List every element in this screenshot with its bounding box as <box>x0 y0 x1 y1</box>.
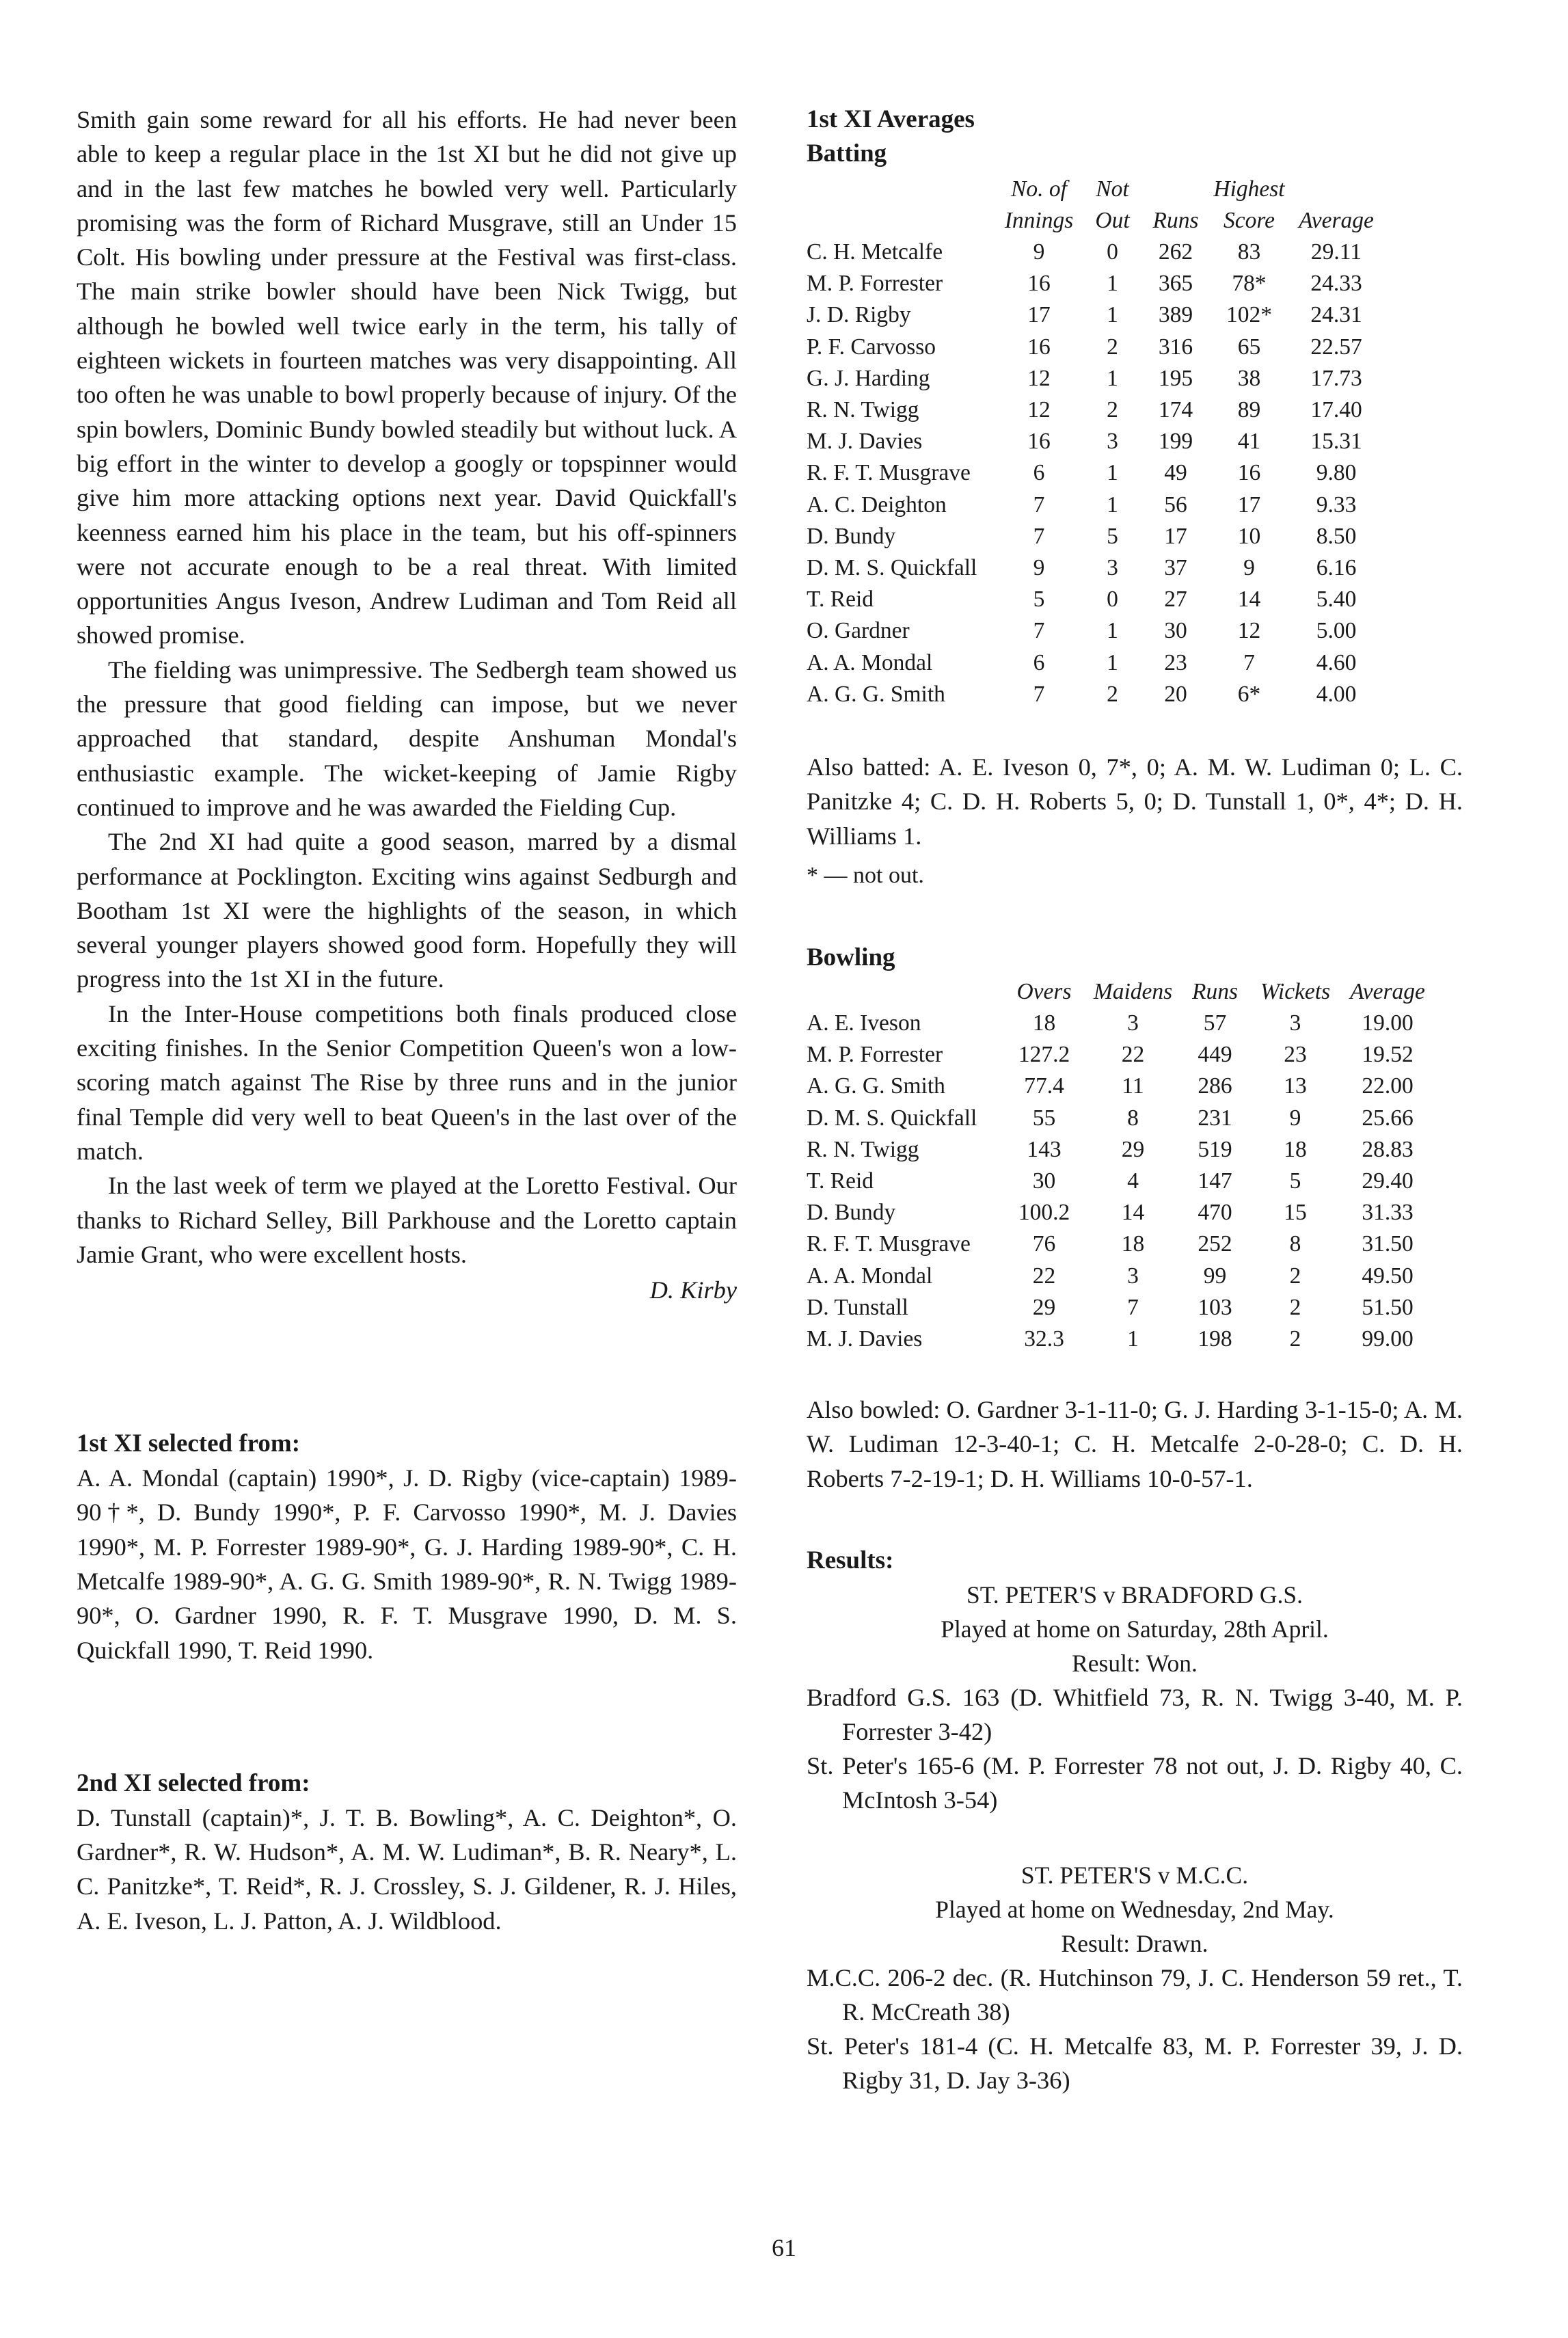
batting-heading: Batting <box>807 139 887 167</box>
innings-score: M.C.C. 206-2 dec. (R. Hutchinson 79, J. C. Henderson 59 ret., T. R. McCreath 38) <box>807 1964 1463 2026</box>
stat-cell: 2 <box>1289 1294 1301 1320</box>
bowling-table <box>807 976 1432 1355</box>
stat-cell: 22 <box>1032 1263 1056 1289</box>
column-header <box>1295 174 1377 205</box>
stat-cell: 9.33 <box>1316 492 1357 518</box>
stat-cell: 470 <box>1198 1200 1232 1226</box>
first-xi-heading: 1st XI selected from: <box>77 1429 301 1458</box>
report-paragraph: In the last week of term we played at the Loretto Festival. Our thanks to Richard Selley, Bill Parkhouse and the Loretto captain Jamie Grant, who were excellent hosts. <box>77 1172 737 1268</box>
column-header: Wickets <box>1260 978 1331 1004</box>
column-header: Average <box>1350 978 1425 1004</box>
stat-cell: 57 <box>1203 1010 1227 1036</box>
stat-cell: 8 <box>1289 1231 1301 1257</box>
report-paragraph: The fielding was unimpressive. The Sedbergh team showed us the pressure that good fielding can impose, but we never approached that standard, despite Anshuman Mondal's enthusiastic example. The wicket-keeping of Jamie Rigby continued to improve and he was awarded the Fielding Cup. <box>77 656 737 821</box>
batting-row <box>807 521 1377 552</box>
stat-cell: 8 <box>1127 1105 1139 1131</box>
bowling-rows <box>807 1008 1432 1355</box>
stat-cell: 147 <box>1198 1168 1232 1194</box>
stat-cell: 449 <box>1198 1042 1232 1068</box>
stat-cell: 8.50 <box>1316 523 1357 549</box>
match-venue: Played at home on Saturday, 28th April. <box>941 1615 1329 1643</box>
stat-cell: 1 <box>1107 618 1118 644</box>
column-header: Average <box>1299 208 1374 233</box>
match-report <box>807 1578 1463 1817</box>
page-number: 61 <box>772 2234 796 2261</box>
stat-cell: 252 <box>1198 1231 1232 1257</box>
stat-cell: 4.60 <box>1316 649 1357 675</box>
player-name-cell: D. Bundy <box>807 523 896 549</box>
player-name-cell: D. M. S. Quickfall <box>807 555 977 581</box>
stat-cell: 15.31 <box>1310 429 1362 455</box>
player-name-cell: A. G. G. Smith <box>807 681 945 707</box>
stat-cell: 29.11 <box>1310 239 1362 265</box>
stat-cell: 25.66 <box>1362 1105 1414 1131</box>
stat-cell: 29 <box>1032 1294 1056 1320</box>
stat-cell: 16 <box>1027 334 1051 360</box>
player-name-cell: R. F. T. Musgrave <box>807 1231 971 1257</box>
stat-cell: 28.83 <box>1362 1136 1414 1162</box>
batting-row <box>807 237 1377 268</box>
column-header: Highest <box>1213 176 1285 202</box>
left-column <box>77 103 737 1938</box>
stat-cell: 24.33 <box>1310 271 1362 297</box>
stat-cell: 17 <box>1164 523 1187 549</box>
stat-cell: 23 <box>1164 649 1187 675</box>
batting-row <box>807 647 1377 679</box>
stat-cell: 77.4 <box>1024 1073 1064 1099</box>
stat-cell: 49 <box>1164 460 1187 486</box>
stat-cell: 9 <box>1289 1105 1301 1131</box>
column-header: Runs <box>1152 208 1199 233</box>
bowling-row <box>807 1103 1432 1134</box>
stat-cell: 7 <box>1243 649 1255 675</box>
stat-cell: 16 <box>1237 460 1261 486</box>
stat-cell: 1 <box>1127 1326 1139 1352</box>
stat-cell: 29 <box>1121 1136 1145 1162</box>
stat-cell: 3 <box>1289 1010 1301 1036</box>
stat-cell: 41 <box>1237 429 1261 455</box>
stat-cell: 7 <box>1033 618 1045 644</box>
match-result: Result: Won. <box>1072 1650 1198 1678</box>
stat-cell: 12 <box>1027 397 1051 423</box>
player-name-cell: D. Tunstall <box>807 1294 908 1320</box>
report-paragraph: Smith gain some reward for all his efforts. He had never been able to keep a regular place in the 1st XI but he did not give up and in the last few matches he bowled very well. Particularly promising was the form of Richard Musgrave, still an Under 15 Colt. His bowling under pressure at the Festival was first-class. The main strike bowler should have been Nick Twigg, but although he bowled well twice early in the term, his tally of eighteen wickets in fourteen matches was very disappointing. All too often he was unable to bowl properly because of injury. Of the spin bowlers, Dominic Bundy bowled steadily but without luck. A big effort in the winter to develop a googly or topspinner would give him more attacking options next year. David Quickfall's keenness earned him his place in the team, but his off-spinners were not accurate enough to be a real threat. With limited opportunities Angus Iveson, Andrew Ludiman and Tom Reid all showed promise. <box>77 106 737 649</box>
stat-cell: 6 <box>1033 649 1045 675</box>
stat-cell: 22.57 <box>1310 334 1362 360</box>
stat-cell: 2 <box>1107 334 1118 360</box>
stat-cell: 6.16 <box>1316 555 1357 581</box>
second-xi-list: D. Tunstall (captain)*, J. T. B. Bowling*, A. C. Deighton*, O. Gardner*, R. W. Hudson*, A. M. W. Ludiman*, B. R. Neary*, L. C. Panitzke*, T. Reid*, R. J. Crossley, S. J. Gildener, R. J. Hiles, A. E. Iveson, L. J. Patton, A. J. Wildblood. <box>77 1803 737 1935</box>
innings-score: Bradford G.S. 163 (D. Whitfield 73, R. N. Twigg 3-40, M. P. Forrester 3-42) <box>807 1684 1463 1746</box>
stat-cell: 65 <box>1237 334 1261 360</box>
player-name-cell: J. D. Rigby <box>807 302 911 328</box>
player-name-cell: M. J. Davies <box>807 1326 923 1352</box>
stat-cell: 18 <box>1284 1136 1307 1162</box>
stat-cell: 17.73 <box>1310 365 1362 391</box>
batting-row <box>807 679 1377 710</box>
bowling-header-row <box>807 976 1432 1008</box>
batting-row <box>807 615 1377 647</box>
stat-cell: 17.40 <box>1310 397 1362 423</box>
stat-cell: 5 <box>1107 523 1118 549</box>
stat-cell: 2 <box>1289 1263 1301 1289</box>
player-name-cell: D. Bundy <box>807 1200 896 1226</box>
bowling-row <box>807 1008 1432 1039</box>
match-report <box>807 1858 1463 2097</box>
match-venue: Played at home on Wednesday, 2nd May. <box>935 1896 1334 1924</box>
column-header: Not <box>1096 176 1129 202</box>
player-name-cell: M. J. Davies <box>807 429 923 455</box>
results-heading: Results: <box>807 1546 894 1575</box>
stat-cell: 55 <box>1032 1105 1056 1131</box>
player-name-cell: M. P. Forrester <box>807 1042 943 1068</box>
player-name-cell: R. N. Twigg <box>807 1136 919 1162</box>
stat-cell: 262 <box>1158 239 1193 265</box>
stat-cell: 29.40 <box>1362 1168 1414 1194</box>
batting-rows <box>807 237 1377 710</box>
stat-cell: 102* <box>1226 302 1272 328</box>
player-name-cell: A. G. G. Smith <box>807 1073 945 1099</box>
batting-row <box>807 552 1377 584</box>
stat-cell: 38 <box>1237 365 1261 391</box>
batting-table <box>807 174 1377 710</box>
batting-row <box>807 457 1377 489</box>
stat-cell: 30 <box>1164 618 1187 644</box>
stat-cell: 22.00 <box>1362 1073 1414 1099</box>
stat-cell: 0 <box>1107 587 1118 613</box>
column-header: No. of <box>1011 176 1067 202</box>
stat-cell: 22 <box>1121 1042 1145 1068</box>
stat-cell: 1 <box>1107 492 1118 518</box>
player-name-cell: A. A. Mondal <box>807 1263 933 1289</box>
also-batted-note: Also batted: A. E. Iveson 0, 7*, 0; A. M. W. Ludiman 0; L. C. Panitzke 4; C. D. H. Roberts 5, 0; D. Tunstall 1, 0*, 4*; D. H. Williams 1. <box>807 753 1463 850</box>
stat-cell: 3 <box>1107 555 1118 581</box>
stat-cell: 18 <box>1121 1231 1145 1257</box>
column-header: Maidens <box>1093 978 1173 1004</box>
stat-cell: 30 <box>1032 1168 1056 1194</box>
batting-row <box>807 268 1377 299</box>
second-xi-heading: 2nd XI selected from: <box>77 1769 310 1797</box>
bowling-row <box>807 1228 1432 1260</box>
stat-cell: 6 <box>1033 460 1045 486</box>
match-title: ST. PETER'S v BRADFORD G.S. <box>967 1581 1303 1609</box>
stat-cell: 31.33 <box>1362 1200 1414 1226</box>
stat-cell: 2 <box>1107 681 1118 707</box>
player-name-cell: A. E. Iveson <box>807 1010 921 1036</box>
stat-cell: 83 <box>1237 239 1261 265</box>
match-title: ST. PETER'S v M.C.C. <box>1020 1862 1249 1890</box>
stat-cell: 100.2 <box>1018 1200 1070 1226</box>
stat-cell: 198 <box>1198 1326 1232 1352</box>
stat-cell: 12 <box>1027 365 1051 391</box>
player-name-cell: M. P. Forrester <box>807 271 943 297</box>
player-name-cell: A. C. Deighton <box>807 492 947 518</box>
stat-cell: 5.40 <box>1316 587 1357 613</box>
stat-cell: 12 <box>1237 618 1261 644</box>
batting-header-row <box>807 205 1377 237</box>
stat-cell: 7 <box>1033 523 1045 549</box>
bowling-row <box>807 1071 1432 1102</box>
stat-cell: 1 <box>1107 460 1118 486</box>
stat-cell: 316 <box>1158 334 1193 360</box>
stat-cell: 23 <box>1284 1042 1307 1068</box>
player-name-cell: R. N. Twigg <box>807 397 919 423</box>
bowling-row <box>807 1197 1432 1228</box>
batting-row <box>807 299 1377 331</box>
column-header: Out <box>1095 208 1130 233</box>
batting-row <box>807 332 1377 363</box>
stat-cell: 0 <box>1107 239 1118 265</box>
batting-row <box>807 584 1377 615</box>
stat-cell: 103 <box>1198 1294 1232 1320</box>
stat-cell: 4 <box>1127 1168 1139 1194</box>
stat-cell: 365 <box>1158 271 1193 297</box>
stat-cell: 286 <box>1198 1073 1232 1099</box>
stat-cell: 10 <box>1237 523 1261 549</box>
stat-cell: 5 <box>1033 587 1045 613</box>
player-name-cell: G. J. Harding <box>807 365 930 391</box>
stat-cell: 1 <box>1107 302 1118 328</box>
right-column <box>807 103 1463 2097</box>
stat-cell: 9.80 <box>1316 460 1357 486</box>
column-header: Innings <box>1004 208 1074 233</box>
innings-score: St. Peter's 165-6 (M. P. Forrester 78 not out, J. D. Rigby 40, C. McIntosh 3-54) <box>807 1752 1463 1814</box>
batting-row <box>807 394 1377 426</box>
stat-cell: 51.50 <box>1362 1294 1414 1320</box>
stat-cell: 9 <box>1033 555 1045 581</box>
stat-cell: 89 <box>1237 397 1261 423</box>
bowling-row <box>807 1292 1432 1323</box>
stat-cell: 1 <box>1107 365 1118 391</box>
stat-cell: 56 <box>1164 492 1187 518</box>
stat-cell: 4.00 <box>1316 681 1357 707</box>
stat-cell: 19.52 <box>1362 1042 1414 1068</box>
bowling-row <box>807 1134 1432 1166</box>
stat-cell: 1 <box>1107 271 1118 297</box>
stat-cell: 16 <box>1027 271 1051 297</box>
stat-cell: 49.50 <box>1362 1263 1414 1289</box>
player-name-cell: O. Gardner <box>807 618 910 644</box>
player-name-cell: C. H. Metcalfe <box>807 239 943 265</box>
stat-cell: 2 <box>1289 1326 1301 1352</box>
batting-row <box>807 363 1377 394</box>
stat-cell: 27 <box>1164 587 1187 613</box>
match-result: Result: Drawn. <box>1061 1930 1208 1958</box>
report-paragraph: The 2nd XI had quite a good season, marred by a dismal performance at Pocklington. Exciting wins against Sedburgh and Bootham 1st XI were the highlights of the season, in which several younger players showed good form. Hopefully they will progress into the 1st XI in the future. <box>77 828 737 993</box>
stat-cell: 2 <box>1107 397 1118 423</box>
stat-cell: 78* <box>1232 271 1267 297</box>
player-name-cell: P. F. Carvosso <box>807 334 936 360</box>
stat-cell: 17 <box>1027 302 1051 328</box>
stat-cell: 127.2 <box>1018 1042 1070 1068</box>
stat-cell: 199 <box>1158 429 1193 455</box>
stat-cell: 7 <box>1033 492 1045 518</box>
column-header: Runs <box>1192 978 1238 1004</box>
stat-cell: 99.00 <box>1362 1326 1414 1352</box>
stat-cell: 519 <box>1198 1136 1232 1162</box>
stat-cell: 32.3 <box>1024 1326 1064 1352</box>
stat-cell: 76 <box>1032 1231 1056 1257</box>
stat-cell: 16 <box>1027 429 1051 455</box>
stat-cell: 20 <box>1164 681 1187 707</box>
player-name-cell: A. A. Mondal <box>807 649 933 675</box>
bowling-row <box>807 1323 1432 1355</box>
stat-cell: 37 <box>1164 555 1187 581</box>
player-name-cell: D. M. S. Quickfall <box>807 1105 977 1131</box>
column-header: Score <box>1223 208 1275 233</box>
bowling-row <box>807 1261 1432 1292</box>
column-header: Overs <box>1016 978 1072 1004</box>
stat-cell: 99 <box>1203 1263 1227 1289</box>
averages-title: 1st XI Averages <box>807 105 975 133</box>
stat-cell: 13 <box>1284 1073 1307 1099</box>
stat-cell: 231 <box>1198 1105 1232 1131</box>
bowling-row <box>807 1039 1432 1071</box>
batting-row <box>807 489 1377 521</box>
stat-cell: 14 <box>1237 587 1261 613</box>
player-name-cell: R. F. T. Musgrave <box>807 460 971 486</box>
stat-cell: 389 <box>1158 302 1193 328</box>
stat-cell: 1 <box>1107 649 1118 675</box>
stat-cell: 7 <box>1127 1294 1139 1320</box>
column-header <box>1148 174 1203 205</box>
batting-row <box>807 426 1377 457</box>
report-paragraph: In the Inter-House competitions both finals produced close exciting finishes. In the Senior Competition Queen's won a low-scoring match against The Rise by three runs and in the junior final Temple did very well to beat Queen's in the last over of the match. <box>77 999 737 1165</box>
not-out-note: * — not out. <box>807 862 924 888</box>
stat-cell: 6* <box>1237 681 1261 707</box>
stat-cell: 9 <box>1033 239 1045 265</box>
stat-cell: 11 <box>1122 1073 1144 1099</box>
stat-cell: 5 <box>1289 1168 1301 1194</box>
player-name-cell: T. Reid <box>807 1168 874 1194</box>
stat-cell: 17 <box>1237 492 1261 518</box>
bowling-heading: Bowling <box>807 943 895 971</box>
stat-cell: 143 <box>1027 1136 1062 1162</box>
stat-cell: 14 <box>1121 1200 1145 1226</box>
stat-cell: 195 <box>1158 365 1193 391</box>
stat-cell: 3 <box>1127 1010 1139 1036</box>
stat-cell: 7 <box>1033 681 1045 707</box>
stat-cell: 174 <box>1158 397 1193 423</box>
batting-header-row <box>807 174 1377 205</box>
player-name-cell: T. Reid <box>807 587 874 613</box>
stat-cell: 3 <box>1127 1263 1139 1289</box>
first-xi-list: A. A. Mondal (captain) 1990*, J. D. Rigby (vice-captain) 1989-90†*, D. Bundy 1990*, P. F. Carvosso 1990*, M. J. Davies 1990*, M. P. Forrester 1989-90*, G. J. Harding 1989-90*, C. H. Metcalfe 1989-90*, A. G. G. Smith 1989-90*, R. N. Twigg 1989-90*, O. Gardner 1990, R. F. T. Musgrave 1990, D. M. S. Quickfall 1990, T. Reid 1990. <box>77 1464 737 1664</box>
bowling-row <box>807 1166 1432 1197</box>
also-bowled-note: Also bowled: O. Gardner 3-1-11-0; G. J. Harding 3-1-15-0; A. M. W. Ludiman 12-3-40-1; C. H. Metcalfe 2-0-28-0; C. D. H. Roberts 7-2-19-1; D. H. Williams 10-0-57-1. <box>807 1396 1463 1492</box>
stat-cell: 19.00 <box>1362 1010 1414 1036</box>
innings-score: St. Peter's 181-4 (C. H. Metcalfe 83, M. P. Forrester 39, J. D. Rigby 31, D. Jay 3-36) <box>807 2032 1463 2095</box>
stat-cell: 24.31 <box>1310 302 1362 328</box>
stat-cell: 5.00 <box>1316 618 1357 644</box>
stat-cell: 9 <box>1243 555 1255 581</box>
stat-cell: 15 <box>1284 1200 1307 1226</box>
author-signature: D. Kirby <box>649 1276 737 1304</box>
stat-cell: 31.50 <box>1362 1231 1414 1257</box>
stat-cell: 18 <box>1032 1010 1056 1036</box>
stat-cell: 3 <box>1107 429 1118 455</box>
